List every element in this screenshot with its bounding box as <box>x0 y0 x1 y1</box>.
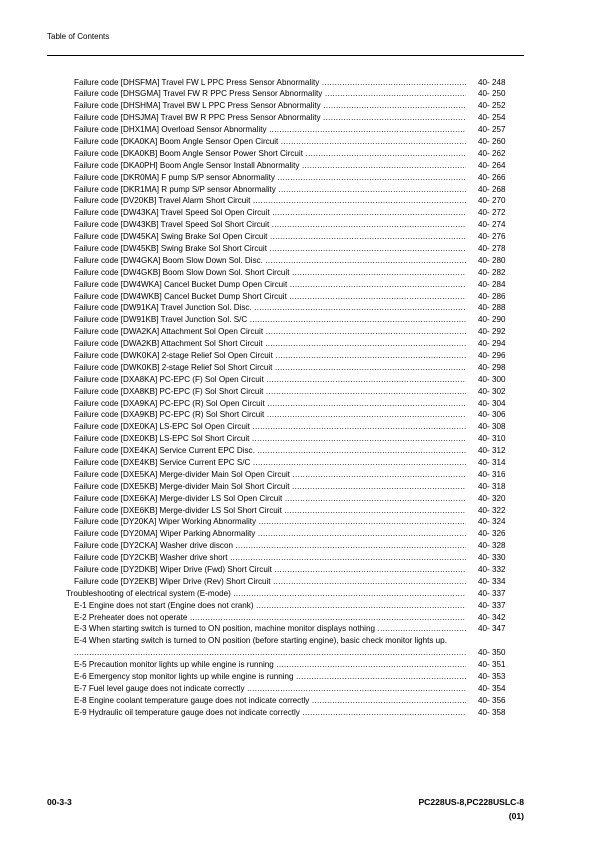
toc-entry[interactable] <box>0 528 596 540</box>
toc-entry[interactable] <box>0 623 596 635</box>
toc-entry-title: Failure code [DW4GKB] Boom Slow Down Sol. Short Circuit ..... <box>74 267 466 279</box>
toc-entry[interactable] <box>0 160 596 172</box>
toc-entry-page: 40- 286 <box>478 291 506 301</box>
toc-entry-title: Failure code [DHX1MA] Overload Sensor Abnormality ..... <box>74 124 466 136</box>
toc-entry-title: Failure code [DXE5KB] Merge-divider Main Sol Short Circuit ..... <box>74 481 466 493</box>
toc-entry-title: Failure code [DY20MA] Wiper Parking Abnormality ..... <box>74 528 466 540</box>
toc-entry[interactable] <box>0 100 596 112</box>
toc-entry[interactable] <box>0 314 596 326</box>
toc-entry[interactable] <box>0 552 596 564</box>
toc-entry-title: Failure code [DKR1MA] R pump S/P sensor Abnormality ..... <box>74 184 466 196</box>
toc-entry-title: Failure code [DXE0KA] LS-EPC Sol Open Circuit ..... <box>74 421 466 433</box>
toc-entry[interactable] <box>0 243 596 255</box>
toc-entry-page: 40- 306 <box>478 410 506 420</box>
toc-entry-title: Failure code [DXA9KA] PC-EPC (R) Sol Open Circuit ..... <box>74 398 466 410</box>
header-rule <box>47 55 524 56</box>
toc-entry[interactable] <box>0 695 596 707</box>
toc-entry[interactable] <box>0 386 596 398</box>
toc-entry-page: 40- 353 <box>478 672 506 682</box>
toc-entry-title: Failure code [DY2DKB] Wiper Drive (Fwd) Short Circuit ..... <box>74 564 466 576</box>
toc-entry[interactable] <box>0 291 596 303</box>
toc-entry-page: 40- 248 <box>478 77 506 87</box>
toc-entry[interactable] <box>0 588 596 600</box>
toc-entry-title: Failure code [DHSHMA] Travel BW L PPC Press Sensor Abnormality ..... <box>74 100 466 112</box>
toc-entry-page: 40- 314 <box>478 458 506 467</box>
toc-entry-title: Failure code [DV20KB] Travel Alarm Short Circuit ..... <box>74 195 466 207</box>
toc-entry-page: 40- 260 <box>478 136 506 146</box>
toc-entry-page: 40- 294 <box>478 339 506 349</box>
toc-entry-page: 40- 354 <box>478 683 506 693</box>
toc-entry-title: Failure code [DW91KB] Travel Junction Sol. S/C ..... <box>74 314 466 326</box>
toc-entry-page: 40- 326 <box>478 529 506 539</box>
toc-entry-title: E-8 Engine coolant temperature gauge does not indicate correctly ..... <box>74 695 466 707</box>
toc-entry-page: 40- 290 <box>478 315 506 325</box>
toc-entry-title: Failure code [DW4WKA] Cancel Bucket Dump Open Circuit ..... <box>74 279 466 291</box>
toc-entry[interactable] <box>0 433 596 445</box>
toc-entry-title: E-6 Emergency stop monitor lights up while engine is running ..... <box>74 671 466 683</box>
toc-entry-title: E-4 When starting switch is turned to ON position (before starting engine), basic check monitor lights up. <box>74 636 447 646</box>
toc-entry-page: 40- 264 <box>478 160 506 170</box>
toc-entry-page: 40- 302 <box>478 386 506 396</box>
toc-entry[interactable] <box>0 445 596 457</box>
toc-entry-page: 40- 322 <box>478 505 506 515</box>
toc-entry-title: Failure code [DW4GKA] Boom Slow Down Sol. Disc. ..... <box>74 255 466 267</box>
toc-entry-page: 40- 320 <box>478 493 506 503</box>
toc-entry[interactable] <box>0 421 596 433</box>
toc-entry[interactable] <box>0 267 596 279</box>
toc-entry-page: 40- 316 <box>478 469 506 479</box>
toc-entry-page: 40- 266 <box>478 172 506 182</box>
toc-entry-title: E-9 Hydraulic oil temperature gauge does not indicate correctly ..... <box>74 707 466 719</box>
page-header-title: Table of Contents <box>47 32 110 41</box>
toc-entry-page: 40- 278 <box>478 243 506 253</box>
toc-entry[interactable] <box>0 219 596 231</box>
toc-entry-title: Failure code [DWK0KB] 2-stage Relief Sol Short Circuit ..... <box>74 362 466 374</box>
toc-entry[interactable] <box>0 564 596 576</box>
toc-entry[interactable] <box>0 576 596 588</box>
toc-entry-title: Failure code [DW91KA] Travel Junction Sol. Disc. ..... <box>74 302 466 314</box>
toc-entry-title: Failure code [DXE0KB] LS-EPC Sol Short Circuit ..... <box>74 433 466 445</box>
footer-revision: (01) <box>508 811 524 821</box>
toc-entry-title: E-5 Precaution monitor lights up while engine is running ..... <box>74 659 466 671</box>
toc-entry[interactable] <box>0 88 596 100</box>
toc-entry-title: Failure code [DKA0KB] Boom Angle Sensor Power Short Circuit ..... <box>74 148 466 160</box>
toc-entry-page: 40- 298 <box>478 362 506 372</box>
toc-entry-title: Failure code [DHSFMA] Travel FW L PPC Press Sensor Abnormality ..... <box>74 77 466 89</box>
toc-entry[interactable] <box>0 409 596 421</box>
toc-entry-title: Failure code [DY2EKB] Wiper Drive (Rev) Short Circuit ..... <box>74 576 466 588</box>
toc-entry-title: Failure code [DXE6KA] Merge-divider LS Sol Open Circuit ..... <box>74 493 466 505</box>
toc-entry-page: 40- 284 <box>478 279 506 289</box>
toc-entry-page: 40- 334 <box>478 576 506 586</box>
toc-entry-title <box>74 647 466 659</box>
toc-entry[interactable] <box>0 659 596 671</box>
toc-entry-page: 40- 330 <box>478 553 506 563</box>
toc-entry-page: 40- 270 <box>478 196 506 206</box>
toc-entry-title: Failure code [DKA0KA] Boom Angle Sensor Open Circuit ..... <box>74 136 466 148</box>
toc-entry-page: 40- 324 <box>478 517 506 527</box>
toc-entry-title: Failure code [DW4WKB] Cancel Bucket Dump Short Circuit ..... <box>74 291 466 303</box>
toc-entry-title: Failure code [DXE4KB] Service Current EPC S/C ..... <box>74 457 466 469</box>
toc-entry-title: Failure code [DKR0MA] F pump S/P sensor Abnormality ..... <box>74 172 466 184</box>
toc-entry-page: 40- 347 <box>478 624 506 634</box>
toc-entry[interactable] <box>0 207 596 219</box>
toc-entry-page: 40- 304 <box>478 398 506 408</box>
toc-entry-page: 40- 288 <box>478 303 506 313</box>
toc-entry[interactable] <box>0 612 596 624</box>
toc-entry[interactable] <box>0 350 596 362</box>
toc-entry[interactable] <box>0 302 596 314</box>
toc-entry-title: Failure code [DXA8KA] PC-EPC (F) Sol Open Circuit ..... <box>74 374 466 386</box>
toc-entry-page: 40- 272 <box>478 208 506 218</box>
toc-entry[interactable] <box>0 326 596 338</box>
toc-entry[interactable] <box>0 231 596 243</box>
toc-entry[interactable] <box>0 647 596 659</box>
toc-entry-page: 40- 282 <box>478 267 506 277</box>
toc-entry-page: 40- 268 <box>478 184 506 194</box>
toc-entry[interactable] <box>0 683 596 695</box>
toc-entry-page: 40- 274 <box>478 220 506 230</box>
toc-entry-page: 40- 337 <box>478 600 506 610</box>
toc-entry-title: E-2 Preheater does not operate ..... <box>74 612 466 624</box>
toc-entry-title: E-3 When starting switch is turned to ON position, machine monitor displays nothing ..... <box>74 623 466 635</box>
toc-entry-page: 40- 358 <box>478 707 506 717</box>
toc-entry[interactable] <box>0 671 596 683</box>
toc-entry-page: 40- 254 <box>478 113 506 123</box>
toc-entry-title: Failure code [DXE6KB] Merge-divider LS Sol Short Circuit ..... <box>74 505 466 517</box>
toc-entry[interactable] <box>0 707 596 719</box>
toc-entry-title: Failure code [DWK0KA] 2-stage Relief Sol Open Circuit ..... <box>74 350 466 362</box>
footer-model: PC228US-8,PC228USLC-8 <box>418 797 524 807</box>
toc-entry-page: 40- 296 <box>478 350 506 360</box>
toc-entry-page: 40- 252 <box>478 101 506 111</box>
toc-entry-title: Failure code [DHSGMA] Travel FW R PPC Press Sensor Abnormality ..... <box>74 88 466 100</box>
toc-entry-title: Failure code [DW45KB] Swing Brake Sol Short Circuit ..... <box>74 243 466 255</box>
toc-entry-page: 40- 356 <box>478 695 506 705</box>
toc-entry-title: Failure code [DXA9KB] PC-EPC (R) Sol Short Circuit ..... <box>74 409 466 421</box>
toc-entry[interactable] <box>0 136 596 148</box>
toc-entry-title: Failure code [DW45KA] Swing Brake Sol Open Circuit ..... <box>74 231 466 243</box>
toc-entry-title: Failure code [DKA0PH] Boom Angle Sensor Install Abnormality ..... <box>74 160 466 172</box>
toc-list <box>0 77 596 719</box>
toc-entry-page: 40- 300 <box>478 374 506 384</box>
toc-entry[interactable] <box>0 635 596 647</box>
toc-entry[interactable] <box>0 279 596 291</box>
toc-entry[interactable] <box>0 77 596 89</box>
toc-entry[interactable] <box>0 112 596 124</box>
toc-entry-page: 40- 276 <box>478 232 506 242</box>
toc-entry[interactable] <box>0 148 596 160</box>
toc-entry-title: Failure code [DW43KA] Travel Speed Sol Open Circuit ..... <box>74 207 466 219</box>
toc-entry-page: 40- 262 <box>478 148 506 158</box>
toc-entry-page: 40- 342 <box>478 612 506 622</box>
toc-entry[interactable] <box>0 516 596 528</box>
toc-entry-title: E-7 Fuel level gauge does not indicate correctly ..... <box>74 683 466 695</box>
toc-entry-page: 40- 332 <box>478 565 506 575</box>
toc-entry-page: 40- 257 <box>478 125 506 135</box>
toc-entry-title: Failure code [DY2CKB] Washer drive short ..... <box>74 552 466 564</box>
toc-entry[interactable] <box>0 493 596 505</box>
toc-entry[interactable] <box>0 374 596 386</box>
toc-entry-page: 40- 351 <box>478 660 506 670</box>
toc-entry-page: 40- 350 <box>478 648 506 658</box>
toc-entry-title: Failure code [DW43KB] Travel Speed Sol Short Circuit ..... <box>74 219 466 231</box>
toc-entry-page: 40- 310 <box>478 434 506 444</box>
toc-entry[interactable] <box>0 255 596 267</box>
toc-entry[interactable] <box>0 469 596 481</box>
toc-entry-page: 40- 250 <box>478 89 506 99</box>
toc-entry-page: 40- 318 <box>478 481 506 491</box>
toc-entry-page: 40- 308 <box>478 422 506 432</box>
toc-entry[interactable] <box>0 184 596 196</box>
toc-entry-title: Troubleshooting of electrical system (E-mode) ..... <box>66 588 466 600</box>
toc-entry-title: Failure code [DWA2KA] Attachment Sol Open Circuit ..... <box>74 326 466 338</box>
toc-entry[interactable] <box>0 398 596 410</box>
toc-entry[interactable] <box>0 481 596 493</box>
footer-page-number: 00-3-3 <box>47 797 72 807</box>
toc-entry-title: Failure code [DHSJMA] Travel BW R PPC Press Sensor Abnormality ..... <box>74 112 466 124</box>
toc-entry-title: Failure code [DXA8KB] PC-EPC (F) Sol Short Circuit ..... <box>74 386 466 398</box>
toc-entry-page: 40- 328 <box>478 541 506 551</box>
toc-entry-title: Failure code [DY20KA] Wiper Working Abnormality ..... <box>74 516 466 528</box>
toc-entry[interactable] <box>0 600 596 612</box>
toc-entry-page: 40- 337 <box>478 588 506 598</box>
toc-entry[interactable] <box>0 124 596 136</box>
toc-entry[interactable] <box>0 195 596 207</box>
toc-entry[interactable] <box>0 505 596 517</box>
toc-entry-title: Failure code [DY2CKA] Washer drive discon ..... <box>74 540 466 552</box>
toc-entry-page: 40- 280 <box>478 255 506 265</box>
toc-entry[interactable] <box>0 172 596 184</box>
toc-entry[interactable] <box>0 540 596 552</box>
toc-entry-title: E-1 Engine does not start (Engine does not crank) ..... <box>74 600 466 612</box>
toc-entry[interactable] <box>0 457 596 469</box>
toc-entry[interactable] <box>0 338 596 350</box>
toc-entry-page: 40- 312 <box>478 446 506 456</box>
toc-entry-title: Failure code [DXE4KA] Service Current EPC Disc. ..... <box>74 445 466 457</box>
toc-entry-page: 40- 292 <box>478 327 506 337</box>
toc-entry[interactable] <box>0 362 596 374</box>
toc-entry-title: Failure code [DWA2KB] Attachment Sol Short Circuit ..... <box>74 338 466 350</box>
toc-entry-title: Failure code [DXE5KA] Merge-divider Main Sol Open Circuit ..... <box>74 469 466 481</box>
